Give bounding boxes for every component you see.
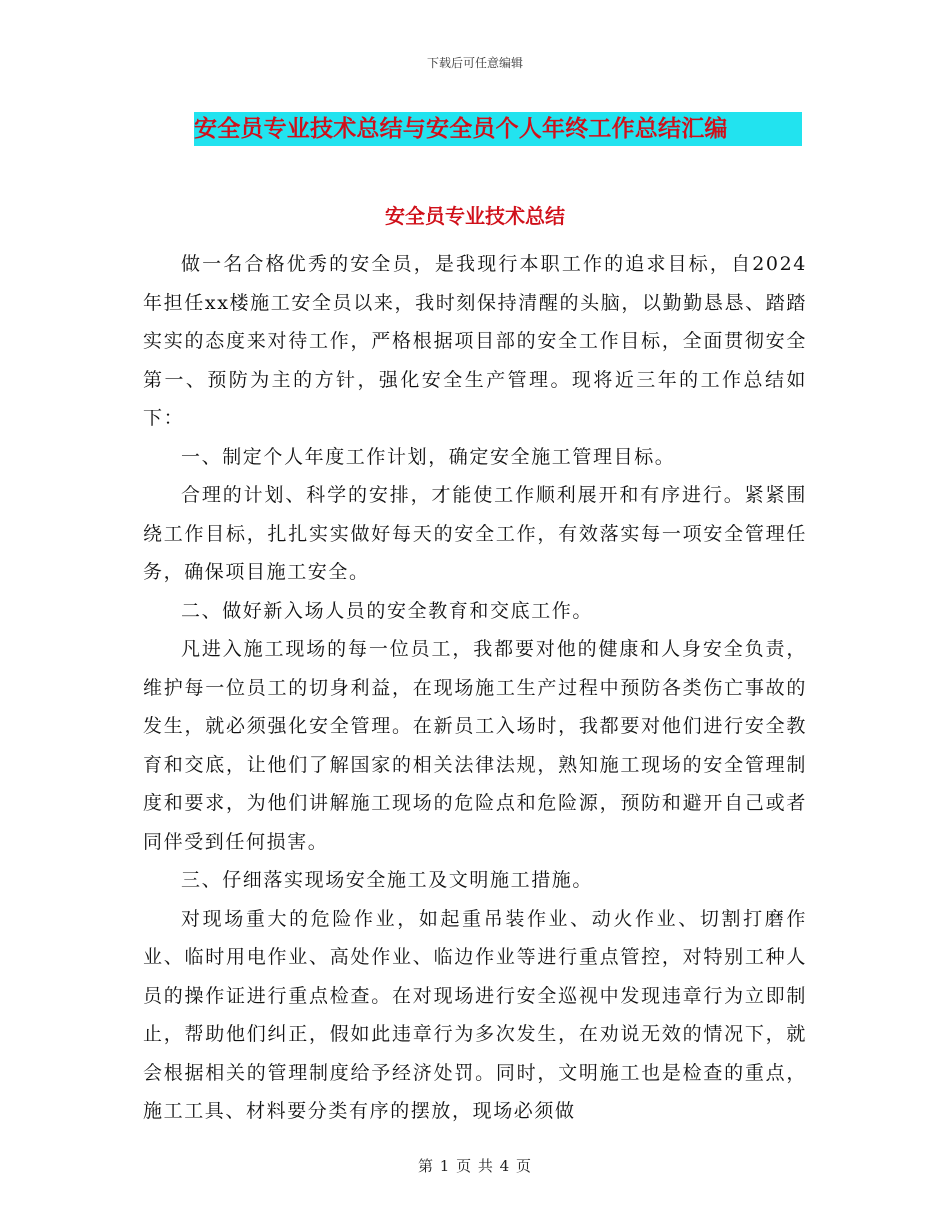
heading-item-3: 三、仔细落实现场安全施工及文明施工措施。 (181, 869, 594, 891)
paragraph-education: 凡进入施工现场的每一位员工，我都要对他的健康和人身安全负责，维护每一位员工的切身利益，在现场施工生产过程中预防各类伤亡事故的发生，就必须强化安全管理。在新员工入场时，我都要对他们进行安全教育和交底，让他们了解国家的相关法律法规，熟知施工现场的安全管理制度和要求，为他们讲解施工现场的危险点和危险源，预防和避开自己或者同伴受到任何损害。 (143, 638, 807, 853)
document-title: 安全员专业技术总结与安全员个人年终工作总结汇编 (194, 112, 802, 146)
heading-item-2: 二、做好新入场人员的安全教育和交底工作。 (181, 599, 594, 622)
document-body (143, 245, 807, 1131)
paragraph-plan: 合理的计划、科学的安排，才能使工作顺利展开和有序进行。紧紧围绕工作目标，扎扎实实做好每天的安全工作，有效落实每一项安全管理任务，确保项目施工安全。 (143, 484, 807, 583)
paragraph-site-safety: 对现场重大的危险作业，如起重吊装作业、动火作业、切割打磨作业、临时用电作业、高处作业、临边作业等进行重点管控，对特别工种人员的操作证进行重点检查。在对现场进行安全巡视中发现违章行为立即制止，帮助他们纠正，假如此违章行为多次发生，在劝说无效的情况下，就会根据相关的管理制度给予经济处罚。同时，文明施工也是检查的重点，施工工具、材料要分类有序的摆放，现场必须做 (143, 907, 807, 1122)
paragraph-intro: 做一名合格优秀的安全员，是我现行本职工作的追求目标，自2024年担任xx楼施工安全员以来，我时刻保持清醒的头脑，以勤勤恳恳、踏踏实实的态度来对待工作，严格根据项目部的安全工作目标，全面贯彻安全第一、预防为主的方针，强化安全生产管理。现将近三年的工作总结如下： (143, 253, 807, 429)
page-number: 第 1 页 共 4 页 (418, 1157, 532, 1175)
section-title: 安全员专业技术总结 (385, 204, 565, 228)
header-note: 下载后可任意编辑 (426, 56, 523, 70)
heading-item-1: 一、制定个人年度工作计划，确定安全施工管理目标。 (181, 445, 676, 468)
